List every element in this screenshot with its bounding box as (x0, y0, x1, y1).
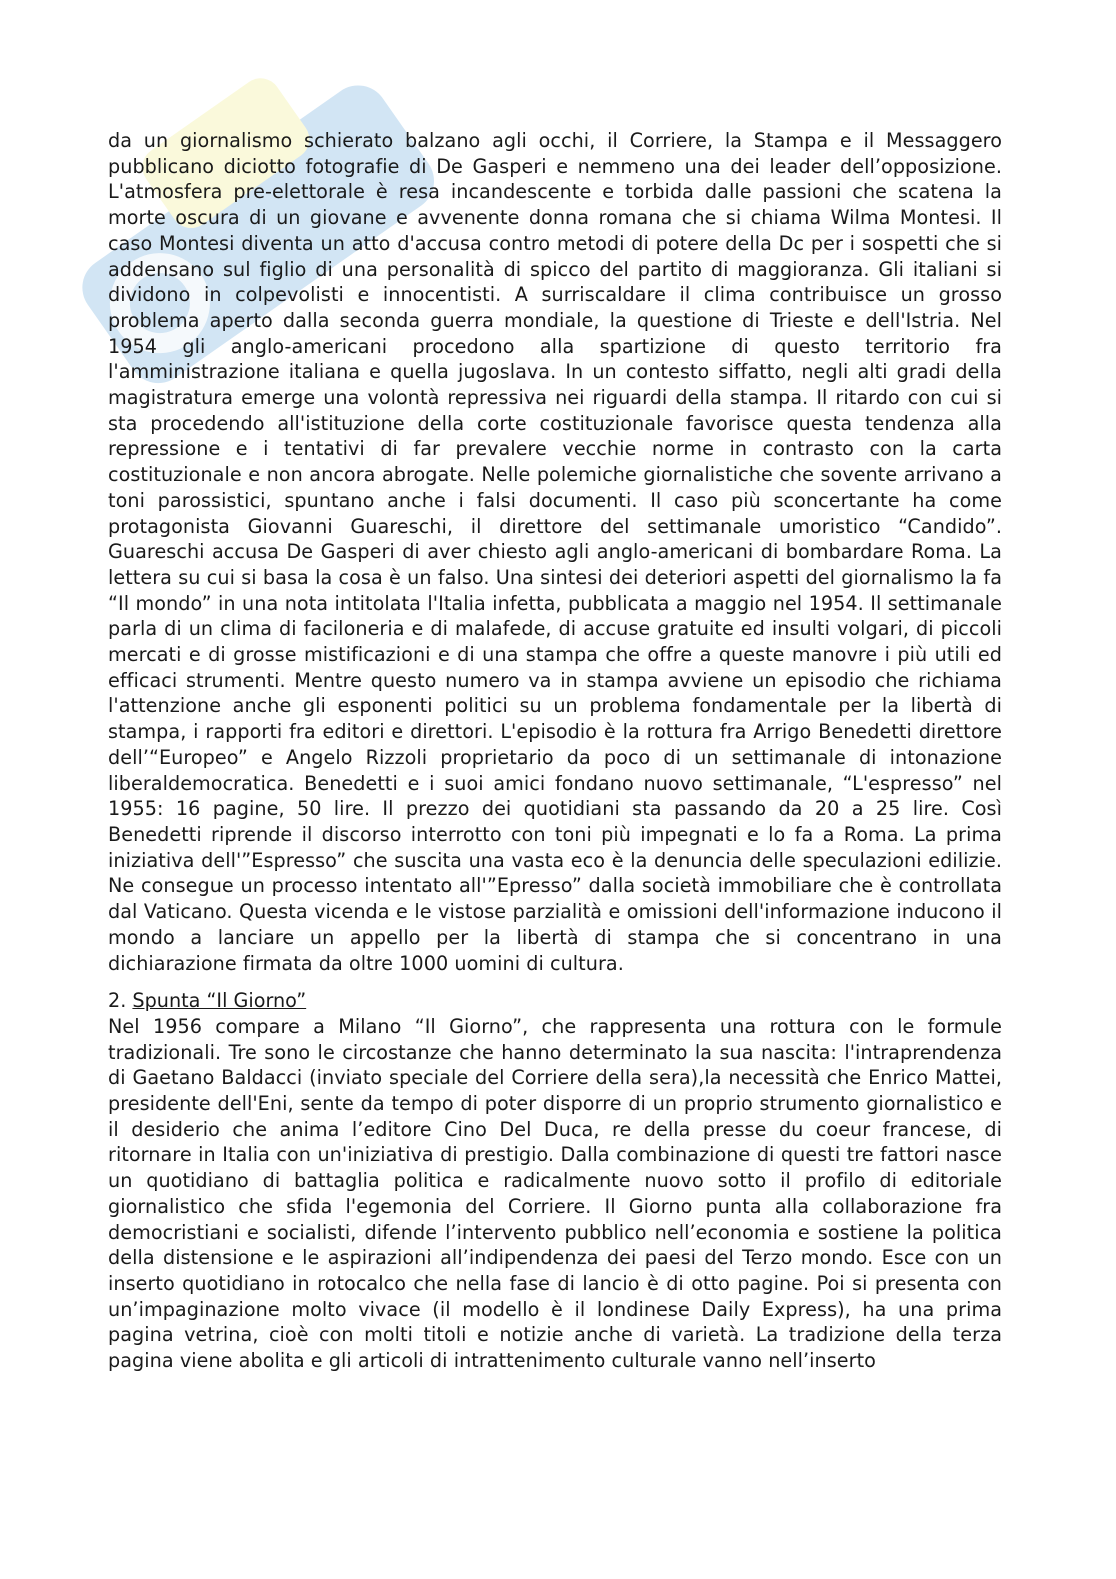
section-number: 2. (108, 989, 127, 1013)
section-body-paragraph: Nel 1956 compare a Milano “Il Giorno”, che rappresenta una rottura con le formule tradizionali. Tre sono le circostanze che hanno determinato la sua nascita: l'intraprendenza di Gaetano Baldacci (inviato speciale del Corriere della sera),la necessità che Enrico Mattei, presidente dell'Eni, sente da tempo di poter disporre di un proprio strumento giornalistico e il desiderio che anima l’editore Cino Del Duca, re della presse du coeur francese, di ritornare in Italia con un'iniziativa di prestigio. Dalla combinazione di questi tre fattori nasce un quotidiano di battaglia politica e radicalmente nuovo sotto il profilo di editoriale giornalistico che sfida l'egemonia del Corriere. Il Giorno punta alla collaborazione fra democristiani e socialisti, difende l’intervento pubblico nell’economia e sostiene la politica della distensione e le aspirazioni all’indipendenza dei paesi del Terzo mondo. Esce con un inserto quotidiano in rotocalco che nella fase di lancio è di otto pagine. Poi si presenta con un’impaginazione molto vivace (il modello è il londinese Daily Express), ha una prima pagina vetrina, cioè con molti titoli e notizie anche di varietà. La tradizione della terza pagina viene abolita e gli articoli di intrattenimento culturale vanno nell’inserto (108, 1014, 1002, 1373)
body-paragraph: da un giornalismo schierato balzano agli occhi, il Corriere, la Stampa e il Messaggero pubblicano diciotto fotografie di De Gasperi e nemmeno una dei leader dell’opposizione. L'atmosfera pre-elettorale è resa incandescente e torbida dalle passioni che scatena la morte oscura di un giovane e avvenente donna romana che si chiama Wilma Montesi. Il caso Montesi diventa un atto d'accusa contro metodi di potere della Dc per i sospetti che si addensano sul figlio di una personalità di spicco del partito di maggioranza. Gli italiani si dividono in colpevolisti e innocentisti. A surriscaldare il clima contribuisce un grosso problema aperto dalla seconda guerra mondiale, la questione di Trieste e dell'Istria. Nel 1954 gli anglo-americani procedono alla spartizione di questo territorio fra l'amministrazione italiana e quella jugoslava. In un contesto siffatto, negli alti gradi della magistratura emerge una volontà repressiva nei riguardi della stampa. Il ritardo con cui si sta procedendo all'istituzione della corte costituzionale favorisce questa tendenza alla repressione e i tentativi di far prevalere vecchie norme in contrasto con la carta costituzionale e non ancora abrogate. Nelle polemiche giornalistiche che sovente arrivano a toni parossistici, spuntano anche i falsi documenti. Il caso più sconcertante ha come protagonista Giovanni Guareschi, il direttore del settimanale umoristico “Candido”. Guareschi accusa De Gasperi di aver chiesto agli anglo-americani di bombardare Roma. La lettera su cui si basa la cosa è un falso. Una sintesi dei deteriori aspetti del giornalismo la fa “Il mondo” in una nota intitolata l'Italia infetta, pubblicata a maggio nel 1954. Il settimanale parla di un clima di faciloneria e di malafede, di accuse gratuite ed insulti volgari, di piccoli mercati e di grosse mistificazioni e di una stampa che offre a queste manovre i più utili ed efficaci strumenti. Mentre questo numero va in stampa avviene un episodio che richiama l'attenzione anche gli esponenti politici su un problema fondamentale per la libertà di stampa, i rapporti fra editori e direttori. L'episodio è la rottura fra Arrigo Benedetti direttore dell’“Europeo” e Angelo Rizzoli proprietario da poco di un settimanale di intonazione liberaldemocratica. Benedetti e i suoi amici fondano nuovo settimanale, “L'espresso” nel 1955: 16 pagine, 50 lire. Il prezzo dei quotidiani sta passando da 20 a 25 lire. Così Benedetti riprende il discorso interrotto con toni più impegnati e lo fa a Roma. La prima iniziativa dell'”Espresso” che suscita una vasta eco è la denuncia delle speculazioni edilizie. Ne consegue un processo intentato all'”Epresso” dalla società immobiliare che è controllata dal Vaticano. Questa vicenda e le vistose parzialità e omissioni dell'informazione inducono il mondo a lanciare un appello per la libertà di stampa che si concentrano in una dichiarazione firmata da oltre 1000 uomini di cultura. (108, 129, 1002, 975)
section-heading (108, 988, 1002, 1014)
section-title: Spunta “Il Giorno” (132, 989, 307, 1013)
document-page (108, 128, 1002, 1374)
